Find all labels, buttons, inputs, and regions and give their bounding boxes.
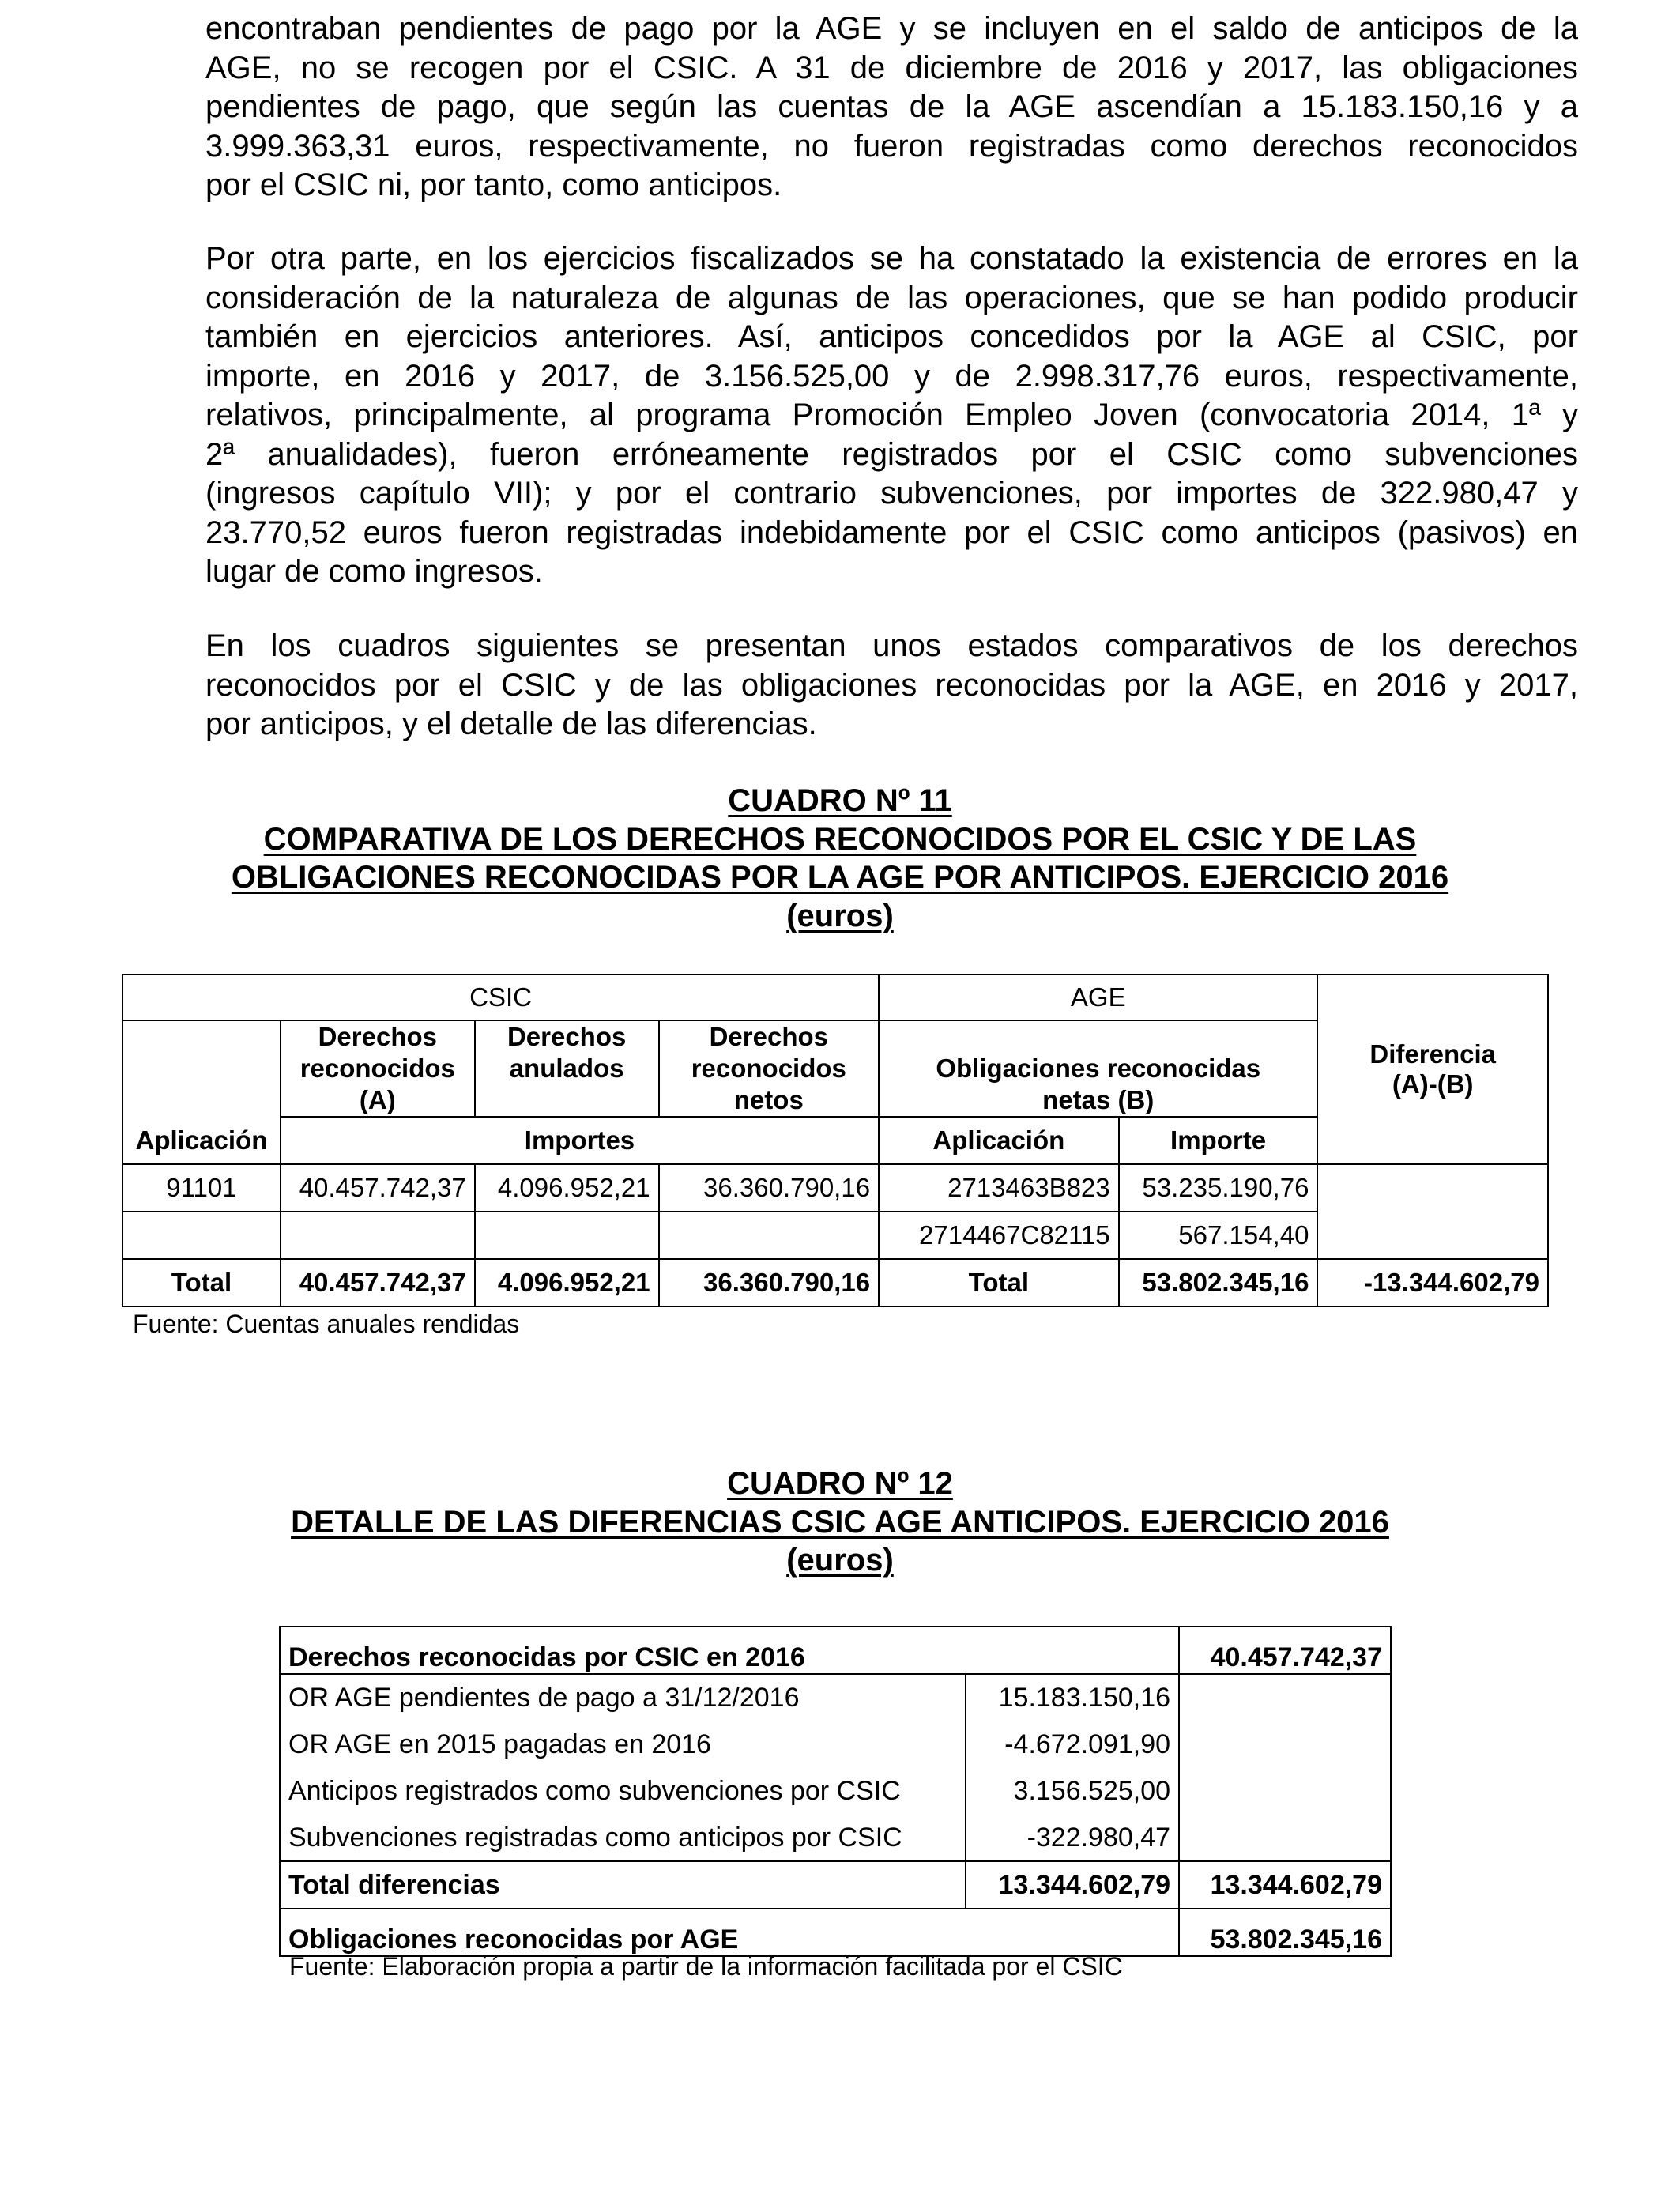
cell: -322.980,47: [966, 1815, 1179, 1861]
cell: Anticipos registrados como subvenciones por CSIC: [280, 1768, 966, 1815]
cell: 4.096.952,21: [475, 1259, 659, 1306]
cuadro-12-table: [279, 1626, 1392, 1957]
cuadro-11-table: [122, 974, 1549, 1307]
total-row: [280, 1861, 1391, 1909]
cell: 36.360.790,16: [659, 1164, 880, 1212]
paragraph-1: [205, 9, 1578, 205]
cell: 567.154,40: [1119, 1212, 1318, 1259]
cell: 53.802.345,16: [1119, 1259, 1318, 1306]
cell: 13.344.602,79: [1179, 1861, 1391, 1909]
final-row: [280, 1909, 1391, 1956]
cell: 2714467C82115: [879, 1212, 1119, 1259]
csic-header: CSIC: [122, 974, 879, 1020]
cuadro-12-units: (euros): [786, 1543, 894, 1578]
cell: 53.802.345,16: [1179, 1909, 1391, 1956]
importes-header: Importes: [281, 1117, 879, 1164]
table-row: [122, 1164, 1548, 1212]
cell: 2713463B823: [879, 1164, 1119, 1212]
cell: [659, 1212, 880, 1259]
cell: -13.344.602,79: [1317, 1259, 1548, 1306]
text-line: pendientes de pago, que según las cuentas de la AGE ascendían a 15.183.150,16 y a: [205, 89, 1578, 124]
cell: [281, 1212, 475, 1259]
cell: 40.457.742,37: [281, 1164, 475, 1212]
cell: Subvenciones registradas como anticipos por CSIC: [280, 1815, 966, 1861]
text-line: reconocidos por el CSIC y de las obligaciones reconocidas por la AGE, en 2016 y 2017,: [205, 667, 1578, 703]
cuadro-11-source: Fuente: Cuentas anuales rendidas: [133, 1310, 520, 1338]
empty-header-cell: [122, 1020, 281, 1117]
text-line: 2ª anualidades), fueron erróneamente registrados por el CSIC como subvenciones: [205, 436, 1578, 472]
cuadro-11-title-line: OBLIGACIONES RECONOCIDAS POR LA AGE POR ANTICIPOS. EJERCICIO 2016: [231, 860, 1449, 895]
diferencia-header: Diferencia (A)-(B): [1317, 974, 1548, 1164]
obligaciones-header: Obligaciones reconocidas netas (B): [879, 1020, 1317, 1117]
aplicacion-age-header: Aplicación: [879, 1117, 1119, 1164]
text-line: (ingresos capítulo VII); y por el contrario subvenciones, por importes de 322.980,47 y: [205, 476, 1578, 511]
text-line: consideración de la naturaleza de algunas de las operaciones, que se han podido producir: [205, 280, 1578, 315]
text-line: importe, en 2016 y 2017, de 3.156.525,00 y de 2.998.317,76 euros, respectivamente,: [205, 358, 1578, 394]
aplicacion-header: Aplicación: [122, 1117, 281, 1164]
cell: 53.235.190,76: [1119, 1164, 1318, 1212]
cell: [1179, 1815, 1391, 1861]
importe-age-header: Importe: [1119, 1117, 1318, 1164]
cell: Total: [122, 1259, 281, 1306]
cell: 4.096.952,21: [475, 1164, 659, 1212]
cell: 40.457.742,37: [281, 1259, 475, 1306]
table-row: [280, 1768, 1391, 1815]
cell: [122, 1212, 281, 1259]
cuadro-12-title: [0, 1465, 1680, 1580]
cell: [1179, 1721, 1391, 1768]
cell: Total: [879, 1259, 1119, 1306]
cell: 91101: [122, 1164, 281, 1212]
text-line: también en ejercicios anteriores. Así, anticipos concedidos por la AGE al CSIC, por: [205, 319, 1578, 354]
cell: [1179, 1768, 1391, 1815]
cuadro-11-units: (euros): [786, 898, 894, 933]
text-line: Por otra parte, en los ejercicios fiscalizados se ha constatado la existencia de errores en la: [205, 241, 1578, 276]
cell: 40.457.742,37: [1179, 1627, 1391, 1674]
text-line: encontraban pendientes de pago por la AGE y se incluyen en el saldo de anticipos de la: [205, 11, 1578, 46]
cell: Total diferencias: [280, 1861, 966, 1909]
cuadro-11-title: [0, 782, 1680, 935]
cuadro-11-number: CUADRO Nº 11: [728, 783, 952, 818]
cell: [1317, 1164, 1548, 1259]
cell: 15.183.150,16: [966, 1674, 1179, 1721]
cell: 3.156.525,00: [966, 1768, 1179, 1815]
text-line: 3.999.363,31 euros, respectivamente, no fueron registradas como derechos reconocidos: [205, 128, 1578, 164]
table-row: [280, 1815, 1391, 1861]
cuadro-12-number: CUADRO Nº 12: [727, 1466, 953, 1501]
cell: OR AGE en 2015 pagadas en 2016: [280, 1721, 966, 1768]
table-row: [280, 1721, 1391, 1768]
text-line: En los cuadros siguientes se presentan unos estados comparativos de los derechos: [205, 628, 1578, 663]
cell: Derechos reconocidas por CSIC en 2016: [280, 1627, 1179, 1674]
text-line: relativos, principalmente, al programa Promoción Empleo Joven (convocatoria 2014, 1ª y: [205, 398, 1578, 432]
text-line: 23.770,52 euros fueron registradas indebidamente por el CSIC como anticipos (pasivos) en: [205, 515, 1578, 550]
cell: -4.672.091,90: [966, 1721, 1179, 1768]
table-row: [280, 1627, 1391, 1674]
paragraph-3: [205, 627, 1578, 745]
derechos-reconocidos-header: Derechos reconocidos (A): [281, 1020, 475, 1117]
cell: Obligaciones reconocidas por AGE: [280, 1909, 1179, 1956]
total-row: [122, 1259, 1548, 1306]
cuadro-11-title-line: COMPARATIVA DE LOS DERECHOS RECONOCIDOS POR EL CSIC Y DE LAS: [263, 821, 1417, 857]
text-line: por el CSIC ni, por tanto, como anticipos.: [205, 168, 782, 202]
cell: 36.360.790,16: [659, 1259, 880, 1306]
derechos-netos-header: Derechos reconocidos netos: [659, 1020, 880, 1117]
cell: [475, 1212, 659, 1259]
cell: OR AGE pendientes de pago a 31/12/2016: [280, 1674, 966, 1721]
cell: [1179, 1674, 1391, 1721]
cuadro-12-source: Fuente: Elaboración propia a partir de la información facilitada por el CSIC: [289, 1952, 1123, 1981]
age-header: AGE: [879, 974, 1317, 1020]
paragraph-2: [205, 239, 1578, 592]
text-line: por anticipos, y el detalle de las diferencias.: [205, 707, 817, 741]
cell: 13.344.602,79: [966, 1861, 1179, 1909]
derechos-anulados-header: Derechos anulados: [475, 1020, 659, 1117]
text-line: AGE, no se recogen por el CSIC. A 31 de diciembre de 2016 y 2017, las obligaciones: [205, 50, 1578, 85]
table-row: [280, 1674, 1391, 1721]
text-line: lugar de como ingresos.: [205, 554, 543, 589]
cuadro-12-title-line: DETALLE DE LAS DIFERENCIAS CSIC AGE ANTICIPOS. EJERCICIO 2016: [291, 1504, 1389, 1540]
